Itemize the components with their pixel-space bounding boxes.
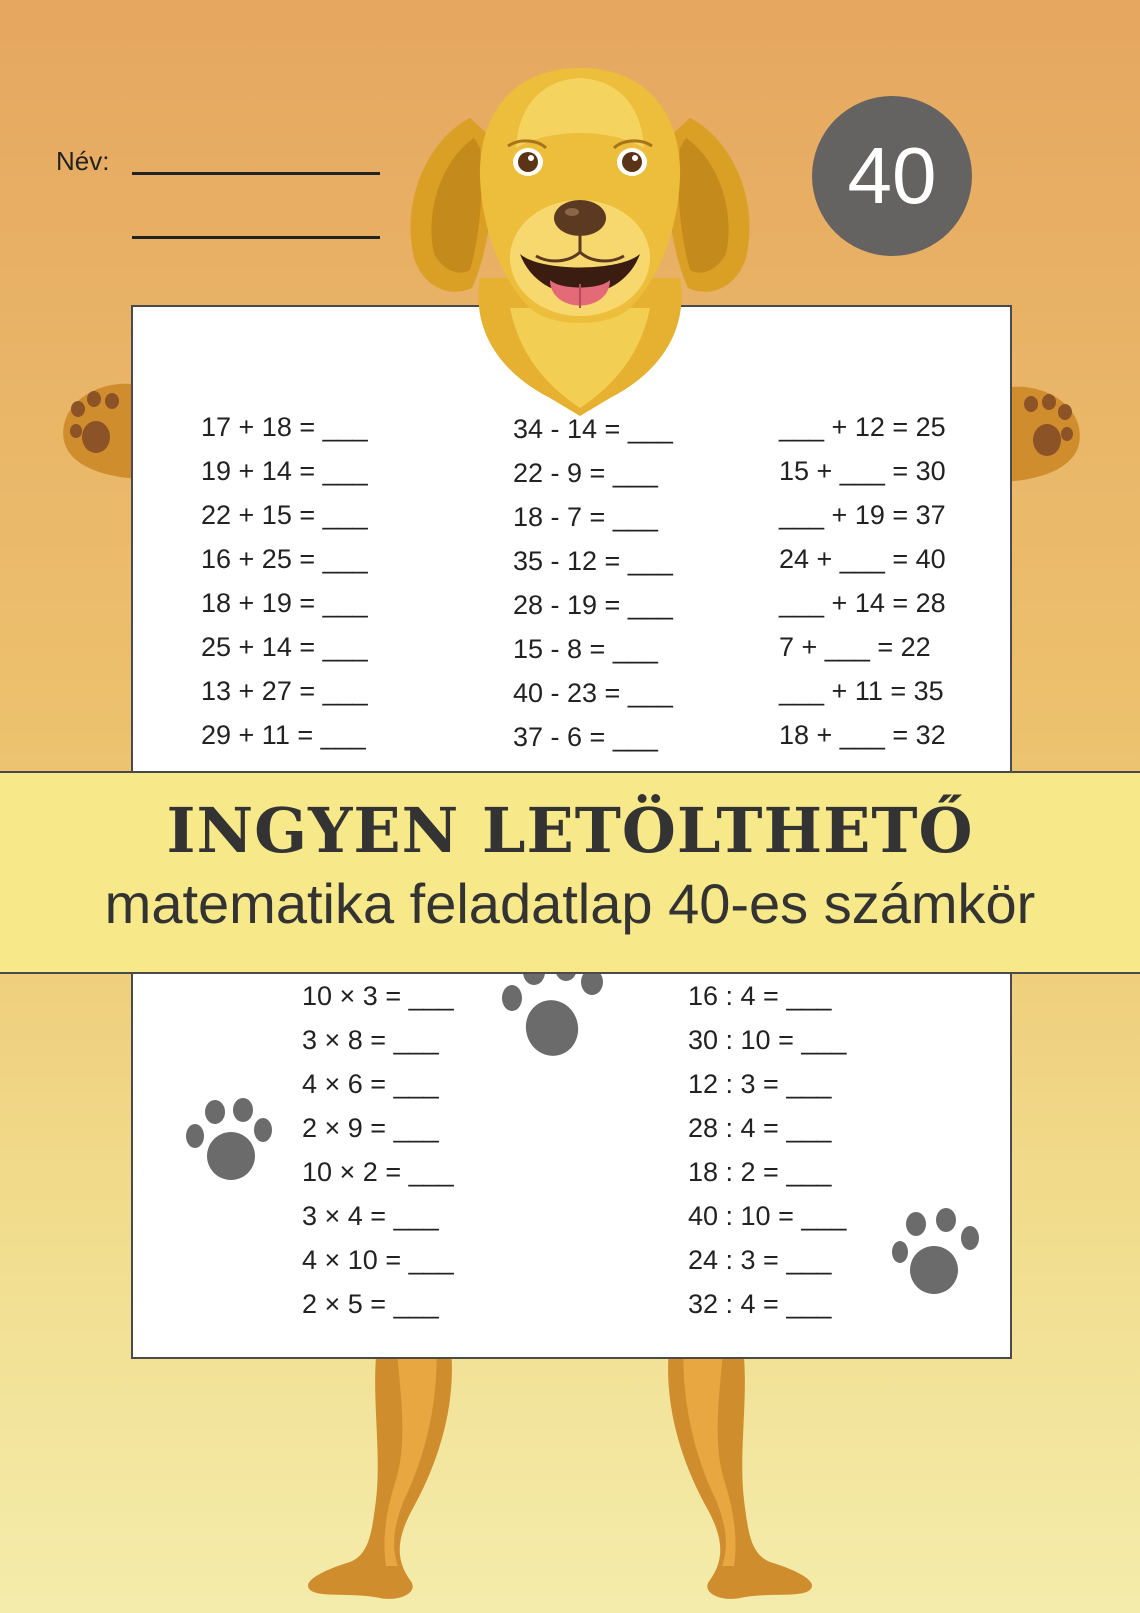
banner-title: INGYEN LETÖLTHETŐ: [166, 794, 974, 867]
exercise-row: 28 - 19 = ___: [513, 590, 673, 620]
exercise-row: 18 + ___ = 32: [779, 720, 946, 750]
paw-print-icon: [892, 1208, 980, 1306]
exercise-row: 17 + 18 = ___: [201, 412, 368, 442]
exercise-row: 24 : 3 = ___: [688, 1245, 832, 1275]
dog-mascot-icon: [400, 58, 760, 418]
exercise-row: 40 - 23 = ___: [513, 678, 673, 708]
exercise-row: 4 × 6 = ___: [302, 1069, 439, 1099]
right-dog-paw-icon: [1005, 378, 1085, 488]
exercise-row: 2 × 5 = ___: [302, 1289, 439, 1319]
exercise-row: ___ + 14 = 28: [779, 588, 946, 618]
exercise-row: 18 + 19 = ___: [201, 588, 368, 618]
exercise-row: 18 : 2 = ___: [688, 1157, 832, 1187]
exercise-row: 34 - 14 = ___: [513, 414, 673, 444]
multiplication-column: [302, 974, 454, 1326]
banner-subtitle: matematika feladatlap 40-es számkör: [104, 872, 1036, 935]
promo-banner: [0, 771, 1140, 974]
exercise-row: 3 × 8 = ___: [302, 1025, 439, 1055]
exercise-row: 40 : 10 = ___: [688, 1201, 847, 1231]
exercise-row: 25 + 14 = ___: [201, 632, 368, 662]
exercise-row: 3 × 4 = ___: [302, 1201, 439, 1231]
exercise-row: ___ + 19 = 37: [779, 500, 946, 530]
exercise-row: 24 + ___ = 40: [779, 544, 946, 574]
dog-legs-icon: [300, 1340, 820, 1613]
exercise-row: 18 - 7 = ___: [513, 502, 658, 532]
exercise-row: 16 : 4 = ___: [688, 981, 832, 1011]
name-line-2: [132, 236, 380, 239]
left-dog-paw-icon: [58, 375, 138, 485]
paw-print-icon: [185, 1098, 275, 1194]
name-label: Név:: [56, 146, 110, 176]
missing-addend-column: [779, 405, 946, 757]
paw-print-icon: [500, 960, 620, 1070]
exercise-row: 10 × 3 = ___: [302, 981, 454, 1011]
exercise-row: 16 + 25 = ___: [201, 544, 368, 574]
exercise-row: ___ + 12 = 25: [779, 412, 946, 442]
name-line-1: [132, 172, 380, 175]
exercise-row: 10 × 2 = ___: [302, 1157, 454, 1187]
exercise-row: 37 - 6 = ___: [513, 722, 658, 752]
subtraction-column: [513, 407, 673, 759]
number-badge: 40: [812, 96, 972, 256]
exercise-row: 2 × 9 = ___: [302, 1113, 439, 1143]
exercise-row: 32 : 4 = ___: [688, 1289, 832, 1319]
exercise-row: ___ + 11 = 35: [779, 676, 944, 706]
exercise-row: 35 - 12 = ___: [513, 546, 673, 576]
exercise-row: 30 : 10 = ___: [688, 1025, 847, 1055]
exercise-row: 13 + 27 = ___: [201, 676, 368, 706]
exercise-row: 19 + 14 = ___: [201, 456, 368, 486]
exercise-row: 22 + 15 = ___: [201, 500, 368, 530]
division-column: [688, 974, 846, 1326]
exercise-row: 12 : 3 = ___: [688, 1069, 832, 1099]
exercise-row: 7 + ___ = 22: [779, 632, 931, 662]
exercise-row: 15 + ___ = 30: [779, 456, 946, 486]
exercise-row: 15 - 8 = ___: [513, 634, 658, 664]
addition-column: [201, 405, 368, 757]
exercise-row: 4 × 10 = ___: [302, 1245, 454, 1275]
exercise-row: 29 + 11 = ___: [201, 720, 366, 750]
exercise-row: 28 : 4 = ___: [688, 1113, 832, 1143]
exercise-row: 22 - 9 = ___: [513, 458, 658, 488]
